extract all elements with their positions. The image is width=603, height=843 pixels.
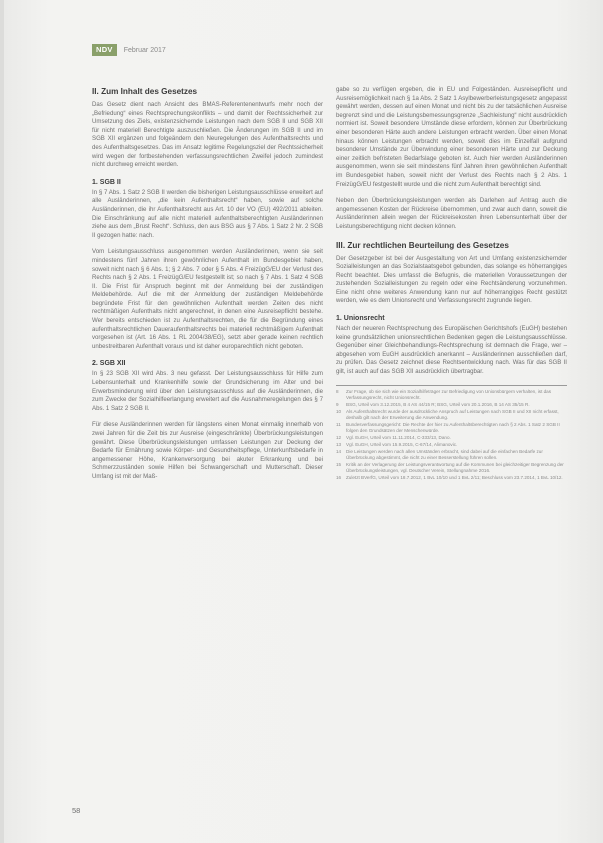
footnote: 12 Vgl. EuGH, Urteil vom 11.11.2014, C-333/13, Dano. <box>336 434 451 440</box>
paragraph-beurteilung: Der Gesetzgeber ist bei der Ausgestaltung von Art und Umfang existenzsichernder Sozialleistungen an das Sozialstaatsgebot gebunden, das solange es höherrangiges Recht beachtet. Dies umfasst die Befugnis, die materiellen Voraussetzungen der zustehenden Sozialleistungen zu regeln oder eine Rechtsänderung vorzunehmen. Eine nicht ohne weiteres Anwendung kann nur auf höherrangiges Recht gestützt werden, wie es dem Unionsrecht und Verfassungsrecht zugrunde liegen. <box>336 254 567 305</box>
footnote: 14 Die Leistungen werden nach allen Umständen erbracht, sind dabei auf die einfachen Bedarfe zur Überbrückung abgestimmt, die nicht zu einer Besserstellung führen sollen. <box>336 448 543 460</box>
right-column <box>336 86 567 482</box>
footnote: 9 BSG, Urteil vom 3.12.2015, B 4 AS 44/15 R; BSG, Urteil vom 20.1.2016, B 14 AS 35/15 R. <box>336 401 530 407</box>
paragraph-intro: Das Gesetz dient nach Ansicht des BMAS-Referentenentwurfs mehr noch der „Befriedung“ eines Rechtsprechungskonflikts – und damit der Rechtssicherheit zur Umsetzung des Ziels, existenzsichernde Leistungen nach dem SGB II und SGB XII für nicht materiell Berechtigte auszuschließen. Die Änderungen im SGB II und im SGB XII ergänzen und folgeändern den Neuregelungen des Aufenthaltsrechts und des Aufenthaltsgesetzes. Das im Ansatz legitime Regelungsziel der Rechtssicherheit wird wegen der fortbestehenden verfassungsrechtlichen Zweifel jedoch zumindest nicht durchweg erreicht werden. <box>92 101 323 169</box>
footnote: 16 Zuletzt BVerfG, Urteil vom 18.7.2012, 1 BvL 10/10 und 1 BvL 2/11; Beschluss vom 23.7.2014, 1 BvL 10/12. <box>336 474 563 480</box>
paragraph-sgb-xii-1: In § 23 SGB XII wird Abs. 3 neu gefasst. Der Leistungsausschluss für Hilfe zum Lebensunterhalt und Krankenhilfe sowie der Grundsicherung im Alter und bei Erwerbsminderung wird über den Leistungsausschluss auf die Ausländerinnen, die zum Zwecke der Sozialhilfeerlangung erweitert auf die Ausnahmeregelungen des § 7 Abs. 1 Satz 2 SGB II. <box>92 370 323 412</box>
paragraph-sgb-ii-2: Vom Leistungsausschluss ausgenommen werden Ausländerinnen, wenn sie seit mindestens fünf Jahren ihren gewöhnlichen Aufenthalt im Bundesgebiet haben, soweit nicht nach § 6 Abs. 1; § 2 Abs. 7 oder § 5 Abs. 4 FreizügG/EU der Verlust des Rechts nach § 2 Abs. 1 FreizügG/EU festgestellt ist; so nach § 7 Abs. 1 Satz 4 SGB II. Die Frist für Anspruch beginnt mit der Anmeldung bei der zuständigen Meldebehörde. Auf die mit der Anmeldung der zuständigen Meldebehörde begründete Frist für den gewöhnlichen Aufenthalt werden Zeiten des nicht rechtmäßigen Aufenthalts nicht angerechnet, in denen eine Ausreisepflicht bestehe. Wer bereits entschieden ist zu Aufenthaltsrechten, die für die Begründung eines aufenthaltsrechtlichen Daueraufenthaltsrechts bei materiell rechtmäßigem Aufenthalt vorgesehen ist (Art. 16 Abs. 1 RL 2004/38/EG), setzt aber gerade keinen rechtlich unbestreitbaren Aufenthalt voraus und ist daher europarechtlich nicht geboten. <box>92 248 323 350</box>
subsection-title-unionsrecht: 1. Unionsrecht <box>336 315 385 323</box>
paragraph-continued: gabe so zu verfügen ergeben, die in EU und Folgeständen. Ausreisepflicht und Ausreisemöglichkeit nach § 1a Abs. 2 Satz 1 Asylbewerberleistungsgesetz angepasst gewährt werden, dessen auf einen Monat und nicht bis zu der tatsächlichen Ausreise begrenzt sind und die Leistungsbemessungsgrenze „Sachleistung“ nicht ausdrücklich normiert ist. Soweit besondere Umstände diese erfordern, können zur Überbrückung einer besonderen Härte auch andere Leistungen erbracht werden. Über einen Monat hinaus können Leistungen erbracht werden, soweit dies im Einzelfall aufgrund besonderer Umstände zur Überwindung einer besonderen Härte und zur Deckung einer zeitlich befristeten Bedarfslage geboten ist. Auch hier werden Ausländerinnen ausgenommen, wenn sie seit mindestens fünf Jahren ihren gewöhnlichen Aufenthalt im Bundesgebiet haben, soweit nicht der Verlust des Rechts nach § 2 Abs. 1 FreizügG/EU festgestellt wurde und die nicht zum Aufenthalt berechtigt sind. <box>336 86 567 188</box>
footnote: 15 Kritik an der Verlagerung der Leistungsverantwortung auf die Kommunen bei gleichzeitiger Begrenzung der Überbrückungsleistungen, vgl. Deutscher Verein, Stellungnahme 2016. <box>336 461 564 473</box>
journal-badge: NDV <box>92 44 117 56</box>
paragraph-rueckreise: Neben den Überbrückungsleistungen werden als Darlehen auf Antrag auch die angemessenen Kosten der Rückreise übernommen, und zwar auch dann, soweit die Ausländerinnen allein wegen der Rückreisekosten ihren Lebensunterhalt über der Leistungsberechtigung nicht decken können. <box>336 197 567 230</box>
footnotes <box>336 385 567 481</box>
footnote: 11 Bundesverfassungsgericht: Die Rechte der hier zu Aufenthaltsberechtigten nach § 2 Abs. 1 Satz 2 SGB II folgen den Grundsätzen der Menschenwürde. <box>336 421 560 433</box>
subsection-title-sgb-ii: 1. SGB II <box>92 178 121 186</box>
section-title-iii: III. Zur rechtlichen Beurteilung des Gesetzes <box>336 240 509 250</box>
paragraph-sgb-ii-1: In § 7 Abs. 1 Satz 2 SGB II werden die bisherigen Leistungsausschlüsse erweitert auf alle Ausländerinnen, „die kein Aufenthaltsrecht“ haben, sowie auf solche Ausländerinnen, die ihr Aufenthaltsrecht aus Art. 10 der VO (EU) 492/2011 ableiten. Die Einschränkung auf alle nicht materiell aufenthaltsberechtigten Ausländerinnen ziehe aus dem „Brust Recht“. Schluss, den aus BSG aus § 7 Abs. 1 Satz 2 Nr. 2 SGB II gezogen hatte: nach. <box>92 188 323 239</box>
left-column <box>92 86 323 490</box>
issue-date: Februar 2017 <box>123 46 166 54</box>
paragraph-unionsrecht: Nach der neueren Rechtsprechung des Europäischen Gerichtshofs (EuGH) bestehen keine grundsätzlichen unionsrechtlichen Bedenken gegen die Leistungsausschlüsse. Gegenüber einer Gleichbehandlungs-Rechtsprechung ist demnach die Frage, wer – abgesehen vom EuGH ausdrücklich anerkannt – Ausländerinnen ausschließen darf, zu prüfen. Das Gesetz zeichnet diese Rechtsentwicklung nach. Was für das SGB II gilt, ist auch auf das SGB XII ausdrücklich übertragbar. <box>336 325 567 376</box>
footnote: 8 Zur Frage, ob sie sich wie ein Sozialhilfeträger zur Befriedigung von Unionsbürgern verhalten, ist das Verfassungsrecht, nicht Unionsrecht. <box>336 388 552 400</box>
subsection-title-sgb-xii: 2. SGB XII <box>92 360 126 368</box>
page-header <box>92 44 166 56</box>
section-title-ii: II. Zum Inhalt des Gesetzes <box>92 87 198 96</box>
page-binding-edge <box>0 0 4 843</box>
paragraph-sgb-xii-2: Für diese Ausländerinnen werden für längstens einen Monat einmalig innerhalb von zwei Jahren für die Zeit bis zur Ausreise (eingeschränkte) Überbrückungsleistungen gewährt. Diese Überbrückungsleistungen umfassen Leistungen zur Deckung der Bedarfe für Ernährung sowie Körper- und Gesundheitspflege, Unterkunftsbedarfe in angemessener Höhe, Krankenversorgung bei akuter Erkrankung und bei Schmerzzuständen sowie Hilfen bei Schwangerschaft und Mutterschaft. Dieser Umfang ist mit der Maß- <box>92 421 323 480</box>
footnote: 10 Als Aufenthaltsrecht wurde der ausdrückliche Anspruch auf Leistungen nach SGB II und XII nicht erfasst, deshalb gilt nach der Erweiterung die Anwendung. <box>336 408 559 420</box>
page-number: 58 <box>72 806 81 815</box>
footnote: 13 Vgl. EuGH, Urteil vom 15.9.2015, C-67/14, Alimanovic. <box>336 441 458 447</box>
